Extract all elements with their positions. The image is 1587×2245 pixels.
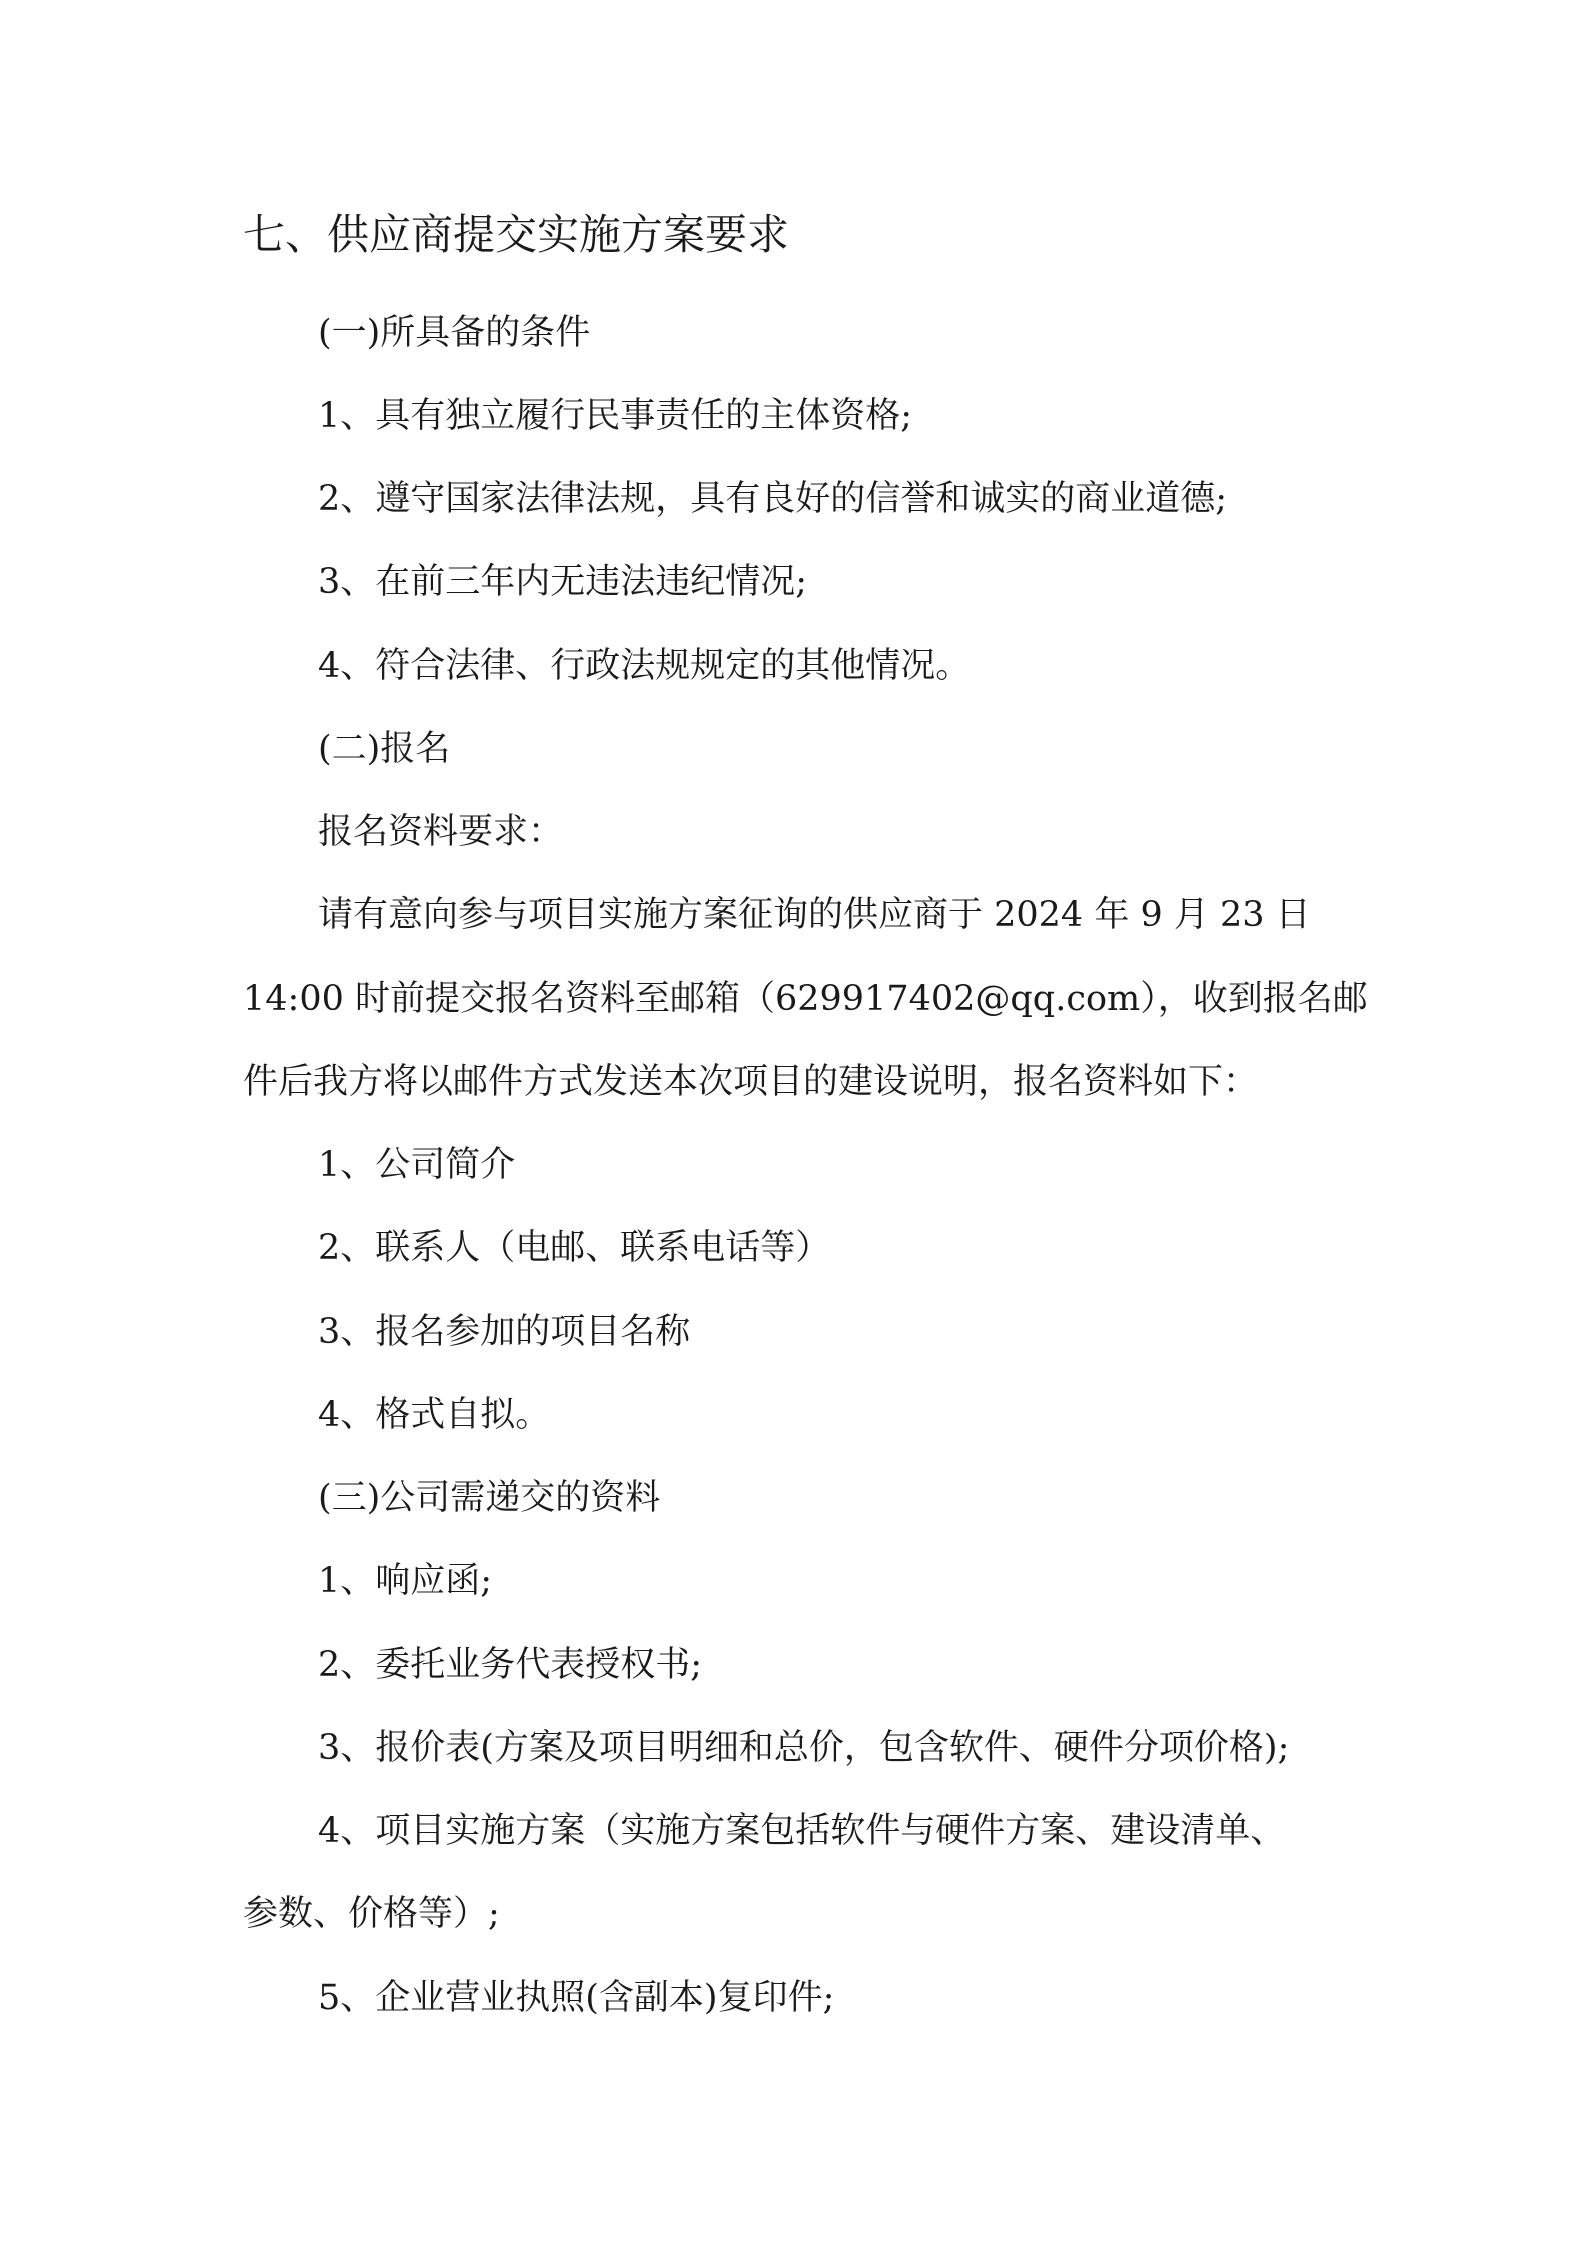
document-item-4-line-2: 参数、价格等）;: [243, 1894, 500, 1934]
document-item-3: 3、报价表(方案及项目明细和总价，包含软件、硬件分项价格);: [318, 1728, 1290, 1768]
document-item-1: 1、响应函;: [318, 1561, 493, 1601]
document-item-5: 5、企业营业执照(含副本)复印件;: [318, 1978, 835, 2018]
condition-item-2: 2、遵守国家法律法规，具有良好的信誉和诚实的商业道德;: [318, 479, 1228, 519]
subsection-title-conditions: (一)所具备的条件: [318, 313, 591, 353]
registration-item-3: 3、报名参加的项目名称: [318, 1312, 691, 1352]
registration-requirements-label: 报名资料要求：: [318, 812, 564, 852]
registration-paragraph-line-3: 件后我方将以邮件方式发送本次项目的建设说明，报名资料如下：: [243, 1062, 1259, 1102]
document-item-2: 2、委托业务代表授权书;: [318, 1645, 703, 1685]
condition-item-4: 4、符合法律、行政法规规定的其他情况。: [318, 646, 971, 686]
condition-item-1: 1、具有独立履行民事责任的主体资格;: [318, 396, 913, 436]
registration-item-1: 1、公司简介: [318, 1145, 516, 1185]
registration-paragraph-line-1: 请有意向参与项目实施方案征询的供应商于 2024 年 9 月 23 日: [318, 895, 1311, 935]
registration-paragraph-line-2: 14:00 时前提交报名资料至邮箱（629917402@qq.com），收到报名邮: [243, 979, 1368, 1019]
registration-item-2: 2、联系人（电邮、联系电话等）: [318, 1228, 831, 1268]
subsection-title-registration: (二)报名: [318, 729, 451, 769]
subsection-title-documents: (三)公司需递交的资料: [318, 1478, 661, 1518]
document-item-4-line-1: 4、项目实施方案（实施方案包括软件与硬件方案、建设清单、: [318, 1811, 1286, 1851]
section-heading: 七、供应商提交实施方案要求: [243, 210, 790, 259]
registration-item-4: 4、格式自拟。: [318, 1395, 551, 1435]
condition-item-3: 3、在前三年内无违法违纪情况;: [318, 562, 808, 602]
